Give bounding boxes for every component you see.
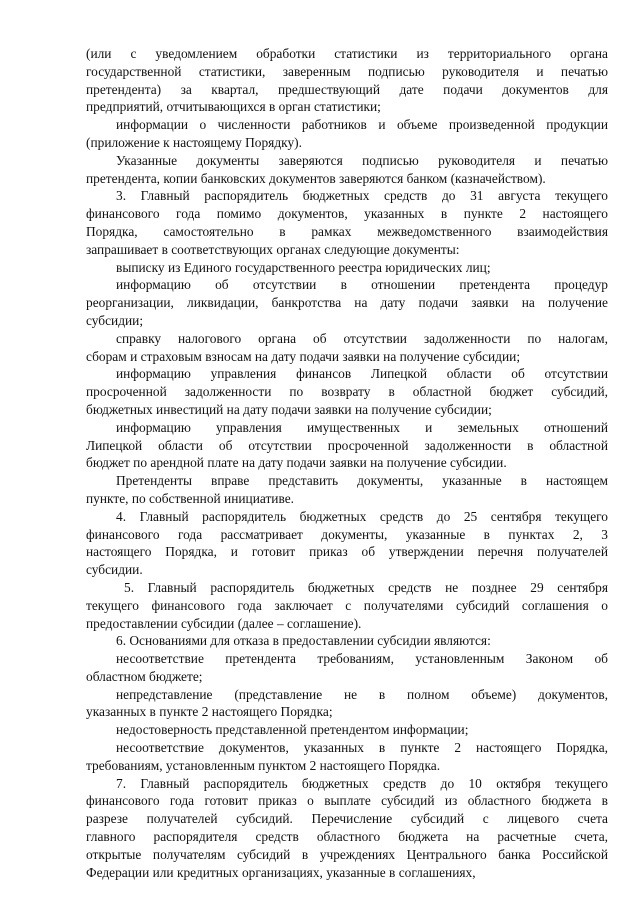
text-line: 7. Главный распорядитель бюджетных средств до 10 октября текущего xyxy=(116,775,608,791)
text-line: открытые получателям субсидий в учреждениях Центрального банка Российской xyxy=(86,846,608,862)
text-line: настоящего Порядка, и готовит приказ об утверждении перечня получателей xyxy=(86,544,608,560)
paragraph xyxy=(86,116,608,152)
text-line: претендента) за квартал, предшествующий дате подачи документов для xyxy=(86,81,608,97)
paragraph xyxy=(86,259,608,277)
text-line: пункте, по собственной инициативе. xyxy=(86,490,295,506)
text-line: бюджет по арендной плате на дату подачи заявки на получение субсидии. xyxy=(86,455,507,471)
paragraph xyxy=(86,152,608,188)
text-line: Липецкой области об отсутствии просроченной задолженности в областной xyxy=(86,437,608,453)
text-line: 5. Главный распорядитель бюджетных средств не позднее 29 сентября xyxy=(124,579,608,595)
text-line: Порядка, самостоятельно в рамках межведомственного взаимодействия xyxy=(86,223,608,239)
text-line: финансового года помимо документов, указанных в пункте 2 настоящего xyxy=(86,206,608,222)
paragraph xyxy=(86,579,608,632)
text-line: 6. Основаниями для отказа в предоставлении субсидии являются: xyxy=(116,633,491,649)
text-line: информацию об отсутствии в отношении претендента процедур xyxy=(116,277,608,293)
text-line: претендента, копии банковских документов заверяются банком (казначейством). xyxy=(86,170,546,186)
text-line: субсидии; xyxy=(86,312,144,328)
paragraph xyxy=(86,650,608,686)
paragraph xyxy=(86,632,608,650)
text-line: разрезе получателей субсидий. Перечисление субсидий с лицевого счета xyxy=(86,811,608,827)
text-line: просроченной задолженности по возврату в областной бюджет субсидий, xyxy=(86,384,608,400)
paragraph xyxy=(86,775,608,882)
text-line: 4. Главный распорядитель бюджетных средств до 25 сентября текущего xyxy=(116,508,608,524)
text-line: бюджетных инвестиций на дату подачи заявки на получение субсидии; xyxy=(86,401,492,417)
paragraph xyxy=(86,472,608,508)
text-line: сборам и страховым взносам на дату подачи заявки на получение субсидии; xyxy=(86,348,521,364)
text-line: государственной статистики, заверенным подписью руководителя и печатью xyxy=(86,63,608,79)
text-line: предприятий, отчитывающихся в орган статистики; xyxy=(86,99,381,115)
paragraph xyxy=(86,45,608,116)
text-line: выписку из Единого государственного реестра юридических лиц; xyxy=(116,259,491,275)
text-line: областном бюджете; xyxy=(86,668,203,684)
text-line: (приложение к настоящему Порядку). xyxy=(86,134,302,150)
text-line: Федерации или кредитных организациях, указанные в соглашениях, xyxy=(86,864,476,880)
text-line: несоответствие документов, указанных в пункте 2 настоящего Порядка, xyxy=(116,740,608,756)
text-line: финансового года готовит приказ о выплате субсидий из областного бюджета в xyxy=(86,793,608,809)
text-line: финансового года рассматривает документы, указанные в пунктах 2, 3 xyxy=(86,526,608,542)
text-line: (или с уведомлением обработки статистики из территориального органа xyxy=(86,46,608,61)
text-line: главного распорядителя средств областного бюджета на расчетные счета, xyxy=(86,829,608,845)
paragraph xyxy=(86,419,608,472)
text-line: запрашивает в соответствующих органах следующие документы: xyxy=(86,241,460,257)
paragraph xyxy=(86,739,608,775)
text-line: информацию управления имущественных и земельных отношений xyxy=(116,419,608,435)
text-line: текущего финансового года заключает с получателями субсидий соглашения о xyxy=(86,597,608,613)
text-line: предоставлении субсидии (далее – соглашение). xyxy=(86,615,362,631)
paragraph xyxy=(86,365,608,418)
paragraph xyxy=(86,187,608,258)
paragraph xyxy=(86,721,608,739)
text-line: субсидии. xyxy=(86,562,143,578)
text-line: Указанные документы заверяются подписью руководителя и печатью xyxy=(116,152,608,168)
text-line: реорганизации, ликвидации, банкротства на дату подачи заявки на получение xyxy=(86,295,608,311)
text-line: недостоверность представленной претендентом информации; xyxy=(116,722,469,738)
text-line: несоответствие претендента требованиям, установленным Законом об xyxy=(116,651,608,667)
text-line: информацию управления финансов Липецкой области об отсутствии xyxy=(116,366,608,382)
text-line: информации о численности работников и объеме произведенной продукции xyxy=(116,117,608,133)
text-line: справку налогового органа об отсутствии задолженности по налогам, xyxy=(116,330,608,346)
text-line: 3. Главный распорядитель бюджетных средств до 31 августа текущего xyxy=(116,188,608,204)
text-line: требованиям, установленным пунктом 2 настоящего Порядка. xyxy=(86,757,441,773)
text-line: указанных в пункте 2 настоящего Порядка; xyxy=(86,704,333,720)
text-line: непредставление (представление не в полном объеме) документов, xyxy=(116,686,608,702)
paragraph xyxy=(86,276,608,329)
paragraph xyxy=(86,330,608,366)
paragraph xyxy=(86,508,608,579)
paragraph xyxy=(86,686,608,722)
text-line: Претенденты вправе представить документы, указанные в настоящем xyxy=(116,473,608,489)
document-page xyxy=(86,45,608,881)
